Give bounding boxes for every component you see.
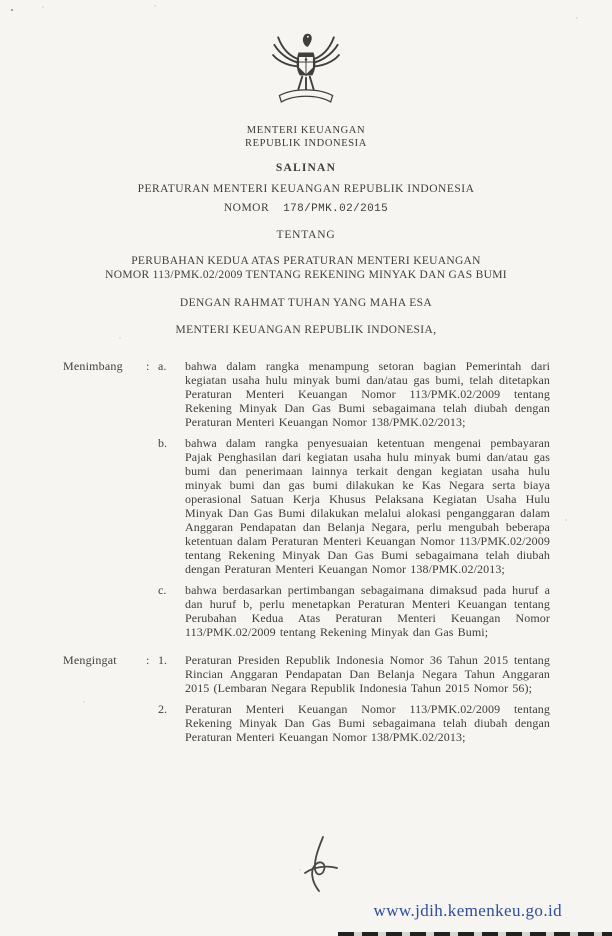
emblem-container (0, 0, 612, 119)
subject-line-2: NOMOR 113/PMK.02/2009 TENTANG REKENING MINYAK DAN GAS BUMI (105, 269, 507, 281)
clause-text: bahwa dalam rangka menampung setoran bagian Pemerintah dari kegiatan usaha hulu minyak bumi dan/atau gas bumi, telah ditetapkan Peraturan Menteri Keuangan Nomor 113/PMK.02/2009 tentang Rekening Minyak Dan Gas Bumi sebagaimana telah diubah dengan Peraturan Menteri Keuangan Nomor 138/PMK.02/2013; (185, 359, 550, 429)
clause-marker: 2. (158, 702, 167, 716)
clause-text: bahwa dalam rangka penyesuaian ketentuan mengenai pembayaran Pajak Penghasilan dari kegiatan usaha hulu minyak bumi dan/atau gas bumi dan penerimaan lainnya terkait dengan kegiatan usaha hulu minyak bumi dan gas bumi dilakukan ke Kas Negara serta biaya operasional Satuan Kerja Khusus Pelaksana Kegiatan Usaha Hulu Minyak Dan Gas Bumi dilakukan melalui alokasi penganggaran dalam Anggaran Pendapatan dan Belanja Negara, perlu mengubah beberapa ketentuan dalam Peraturan Menteri Keuangan Nomor 113/PMK.02/2009 tentang Rekening Minyak Dan Gas Bumi sebagaimana telah diubah dengan Peraturan Menteri Keuangan Nomor 138/PMK.02/2013; (185, 436, 550, 576)
menimbang-item-c (63, 583, 550, 639)
clause-text: Peraturan Presiden Republik Indonesia Nomor 36 Tahun 2015 tentang Rincian Anggaran Pendapatan Dan Belanja Negara Tahun Anggaran 2015 (Lembaran Negara Republik Indonesia Tahun 2015 Nomor 56); (185, 653, 550, 695)
garuda-emblem-icon (268, 101, 344, 118)
jdih-website-link[interactable]: www.jdih.kemenkeu.go.id (373, 901, 562, 920)
nomor-value: 178/PMK.02/2015 (283, 203, 389, 215)
menimbang-label: Menimbang (63, 359, 123, 373)
ministry-country: REPUBLIK INDONESIA (245, 137, 367, 149)
clause-text: Peraturan Menteri Keuangan Nomor 113/PMK.02/2009 tentang Rekening Minyak Dan Gas Bumi sebagaimana telah diubah dengan Peraturan Menteri Keuangan Nomor 138/PMK.02/2013; (185, 702, 550, 744)
mengingat-item-1 (63, 653, 550, 695)
regulation-title: PERATURAN MENTERI KEUANGAN REPUBLIK INDONESIA (137, 183, 475, 195)
scan-edge-artifact (338, 932, 612, 936)
mengingat-colon: : (146, 653, 150, 667)
regulation-number-line (0, 202, 612, 215)
ministry-name: MENTERI KEUANGAN (246, 125, 366, 136)
preamble-clauses (0, 359, 612, 744)
clause-marker: b. (158, 436, 167, 450)
mengingat-item-2 (63, 702, 550, 744)
regulation-subject (0, 254, 612, 282)
authority-line: MENTERI KEUANGAN REPUBLIK INDONESIA, (175, 324, 437, 336)
menimbang-colon: : (146, 359, 150, 373)
tentang-label: TENTANG (276, 229, 336, 241)
clause-text: bahwa berdasarkan pertimbangan sebagaimana dimaksud pada huruf a dan huruf b, perlu menetapkan Peraturan Menteri Keuangan tentang Perubahan Kedua Atas Peraturan Menteri Keuangan Nomor 113/PMK.02/2009 tentang Rekening Minyak dan Gas Bumi; (185, 583, 550, 639)
clause-marker: 1. (158, 653, 167, 667)
clause-marker: a. (158, 359, 167, 373)
nomor-label: NOMOR (223, 202, 270, 214)
mengingat-label: Mengingat (63, 653, 117, 667)
clause-marker: c. (158, 583, 167, 597)
invocation-line: DENGAN RAHMAT TUHAN YANG MAHA ESA (179, 297, 433, 309)
menimbang-item-b (63, 436, 550, 576)
handwritten-initial (299, 835, 343, 898)
copy-label: SALINAN (275, 162, 337, 174)
ministry-letterhead (0, 125, 612, 150)
subject-line-1: PERUBAHAN KEDUA ATAS PERATURAN MENTERI KEUANGAN (131, 255, 481, 267)
menimbang-item-a (63, 359, 550, 429)
